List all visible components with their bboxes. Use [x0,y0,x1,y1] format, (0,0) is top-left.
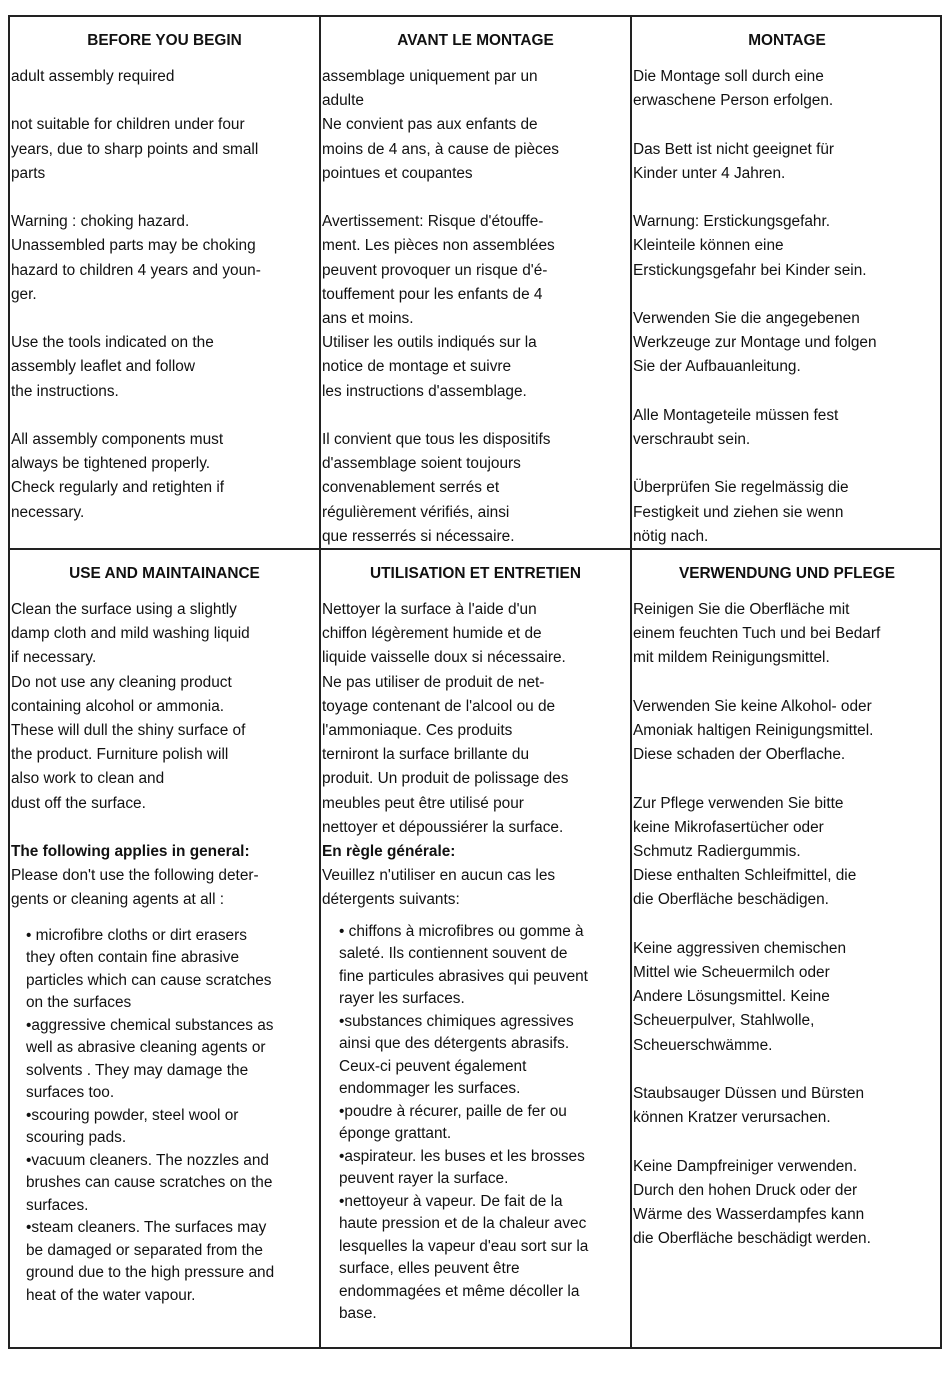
use-and-maintainance-en [11,598,316,1307]
column-divider [630,17,632,1347]
paragraph: Verwenden Sie die angegebenen Werkzeuge zur Montage und folgen Sie der Aufbauanleitung. [633,309,877,376]
header-avant-le-montage: AVANT LE MONTAGE [397,32,554,49]
header-use-and-maintainance: USE AND MAINTAINANCE [69,565,260,582]
paragraph: assemblage uniquement par un adulte Ne convient pas aux enfants de moins de 4 ans, à cause de pièces pointues et coupantes [322,68,559,182]
paragraph: Die Montage soll durch eine erwaschene Person erfolgen. [633,68,834,110]
paragraph: Avertissement: Risque d'étouffe- ment. Les pièces non assemblées peuvent provoquer un risque d'é- touffement pour les enfants de 4 ans et moins. Utiliser les outils indiqués sur la notice de montage et suivre les instructions d'assemblage. [322,213,555,400]
general-heading: En règle générale: [322,843,456,861]
paragraph: not suitable for children under four years, due to sharp points and small parts [11,116,259,182]
header-verwendung-und-pflege: VERWENDUNG UND PFLEGE [678,565,896,582]
header-utilisation-et-entretien: UTILISATION ET ENTRETIEN [370,565,581,582]
paragraph: Überprüfen Sie regelmässig die Festigkeit und ziehen sie wenn nötig nach. [633,479,849,545]
header-before-you-begin: BEFORE YOU BEGIN [87,32,242,49]
before-you-begin-en [11,65,316,525]
paragraph: Reinigen Sie die Oberfläche mit einem feuchten Tuch und bei Bedarf mit mildem Reinigungsmittel. [633,601,881,667]
paragraph: Nettoyer la surface à l'aide d'un chiffon légèrement humide et de liquide vaisselle doux si nécessaire. Ne pas utiliser de produit de net- toyage contenant de l'alcool ou de l'ammoniaque. Ces produits terniront la surface brillante du produit. Un produit de polissage des meubles peut être utilisé pour nettoyer et dépoussiérer la surface. [322,601,569,836]
paragraph: adult assembly required [11,68,175,85]
paragraph: Il convient que tous les dispositifs d'assemblage soient toujours convenablement serrés et régulièrement vérifiés, ainsi que resserrés si nécessaire. [322,431,551,545]
paragraph: Verwenden Sie keine Alkohol- oder Amoniak haltigen Reinigungsmittel. Diese schaden der Oberflache. [633,697,874,764]
bullet-list: • chiffons à microfibres ou gomme à saleté. Ils contiennent souvent de fine particules abrasives qui peuvent rayer les surfaces. •substances chimiques agressives ainsi que des détergents abrasifs. Ceux-ci peuvent également endommager les surfaces. •poudre à récurer, paille de fer ou éponge grattant. •aspirateur. les buses et les brosses peuvent rayer la surface. •nettoyeur à vapeur. De fait de la haute pression et de la chaleur avec lesquelles la vapeur d'eau sort sur la surface, elles peuvent être endommagées et même décoller la base. [339,922,589,1323]
paragraph: Keine aggressiven chemischen Mittel wie Scheuermilch oder Andere Lösungsmittel. Keine Scheuerpulver, Stahlwolle, Scheuerschwämme. [633,939,847,1054]
montage-de [633,65,938,549]
paragraph: Das Bett ist nicht geeignet für Kinder unter 4 Jahren. [633,140,835,182]
paragraph: Clean the surface using a slightly damp cloth and mild washing liquid if necessary. Do not use any cleaning product containing alcohol or ammonia. These will dull the shiny surface of the product. Furniture polish will also work to clean and dust off the surface. [11,601,250,812]
paragraph: Warning : choking hazard. Unassembled parts may be choking hazard to children 4 years and youn- ger. [11,213,261,303]
avant-le-montage-fr [322,65,627,549]
paragraph: Use the tools indicated on the assembly leaflet and follow the instructions. [11,334,214,400]
verwendung-und-pflege-de [633,598,938,1251]
general-heading: The following applies in general: [11,843,250,861]
paragraph: Please don't use the following deter- gents or cleaning agents at all : [11,867,259,909]
paragraph: Alle Montageteile müssen fest verschraubt sein. [633,406,839,448]
bullet-list: • microfibre cloths or dirt erasers they often contain fine abrasive particles which can cause scratches on the surfaces •aggressive chemical substances as well as abrasive cleaning agents or solvents . They may damage the surfaces too. •scouring powder, steel wool or scouring pads. •vacuum cleaners. The nozzles and brushes can cause scratches on the surfaces. •steam cleaners. The surfaces may be damaged or separated from the ground due to the high pressure and heat of the water vapour. [26,926,275,1304]
header-montage: MONTAGE [748,32,826,49]
paragraph: Warnung: Erstickungsgefahr. Kleinteile können eine Erstickungsgefahr bei Kinder sein. [633,213,867,279]
paragraph: All assembly components must always be tightened properly. Check regularly and retighten if necessary. [11,430,225,521]
paragraph: Keine Dampfreiniger verwenden. Durch den hohen Druck oder der Wärme des Wasserdampfes kann die Oberfläche beschädigt werden. [633,1157,871,1248]
utilisation-et-entretien-fr [322,598,627,1326]
column-divider [319,17,321,1347]
paragraph: Veuillez n'utiliser en aucun cas les détergents suivants: [322,867,556,909]
paragraph: Zur Pflege verwenden Sie bitte keine Mikrofasertücher oder Schmutz Radiergummis. Diese enthalten Schleifmittel, die die Oberfläche beschädigen. [633,794,857,909]
paragraph: Staubsauger Düssen und Bürsten können Kratzer verursachen. [633,1085,865,1127]
instruction-table [8,15,942,1349]
